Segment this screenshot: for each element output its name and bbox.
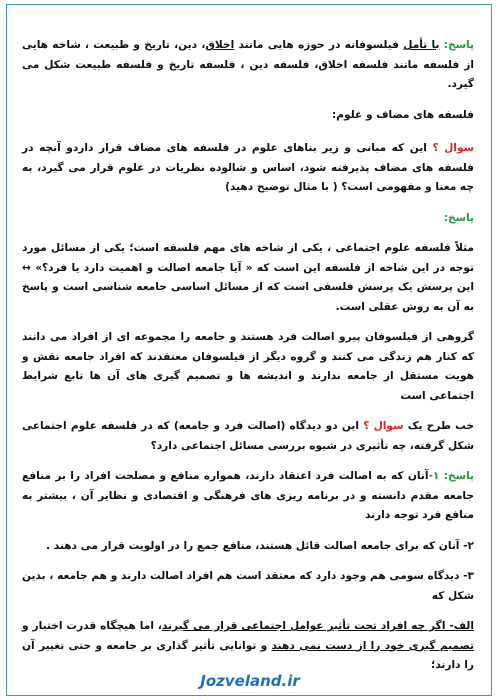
paragraph-groups: گروهی از فیلسوفان پیرو اصالت فرد هستند و جامعه را مجموعه ای از افراد می دانند که کنار هم زندگی می کنند و گروه دیگر از فیلسوفان معتقدند که افراد جامعه نقش و هویت مستقل از جامعه ندارند و اندیشه ها و تصمیم گیری های آن ها تابع شرایط اجتماعی است: [22, 331, 474, 402]
underlined-phrase: اخلاق: [205, 39, 235, 51]
underlined-phrase: با تأمل: [403, 39, 440, 51]
answer-label: پاسخ:: [443, 39, 474, 51]
section-heading: فلسفه های مضاف و علوم:: [332, 108, 474, 121]
footer-site-link[interactable]: Jozveland.ir: [200, 672, 300, 690]
question-label: سوال ؟: [432, 142, 475, 154]
answer-2-item-2: ۲- آنان که برای جامعه اصالت قائل هستند، منافع جمع را در اولویت قرار می دهند .: [46, 539, 474, 552]
underlined-phrase: الف- اگر چه افراد تحت تأثیر عوامل اجتماعی قرار می گیرند: [161, 620, 474, 632]
question-label: سوال ؟: [363, 420, 404, 432]
question-2: خب طرح یک سوال ؟ این دو دیدگاه (اصالت فرد و جامعه) که در فلسفه علوم اجتماعی شکل گرفته، چه تأثیری در شیوه بررسی مسائل اجتماعی دارد؟: [22, 420, 475, 452]
answer-label: پاسخ: ۱-: [428, 470, 474, 482]
document-body: [22, 36, 474, 687]
question-1: سوال ؟ این که مبانی و زیر بناهای علوم در فلسفه های مضاف قرار داردو آنچه در فلسفه های مضاف پذیرفته شود، اساس و شالوده نظریات در علوم قرار می گیرد، به چه معنا و مفهومی است؟ ( با مثال توضیح دهید): [22, 142, 475, 193]
paragraph-answer-1: پاسخ: با تأمل فیلسوفانه در حوزه هایی مانند اخلاق، دین، تاریخ و طبیعت ، شاخه هایی از فلسفه مانند فلسفه اخلاق، فلسفه دین ، فلسفه تاریخ و فلسفه طبیعت شکل می گیرد.: [22, 39, 474, 90]
answer-2-item-1: پاسخ: ۱-آنان که به اصالت فرد اعتقاد دارند، همواره منافع و مصلحت افراد را بر منافع جامعه مقدم دانسته و در برنامه ریزی های فرهنگی و اقتصادی و نظایر آن ، بیشتر به منافع فرد توجه دارند: [22, 470, 474, 521]
underlined-phrase: تصمیم گیری خود را از دست نمی دهند: [271, 639, 474, 652]
answer-label-standalone: پاسخ:: [443, 211, 474, 224]
answer-2-item-3: ۳- دیدگاه سومی هم وجود دارد که معتقد است هم افراد اصالت دارند و هم جامعه ، بدین شکل که: [22, 570, 474, 602]
paragraph-alef: الف- اگر چه افراد تحت تأثیر عوامل اجتماعی قرار می گیرند، اما هیچگاه قدرت اختیار و تصمیم گیری خود را از دست نمی دهند و توانایی تأثیر گذاری بر جامعه و حتی تغییر آن را دارند؛: [22, 620, 474, 671]
answer-1-text: مثلاً فلسفه علوم اجتماعی ، یکی از شاخه های مهم فلسفه است؛ یکی از مسائل مورد توجه در این شاخه از فلسفه این است که « آیا جامعه اصالت و اهمیت دارد یا فرد؟» ↔ این پرسش یک پرسش فلسفی است که از مسائل اساسی جامعه شناسی است و پاسخ به آن به روش عقلی است.: [22, 242, 474, 313]
